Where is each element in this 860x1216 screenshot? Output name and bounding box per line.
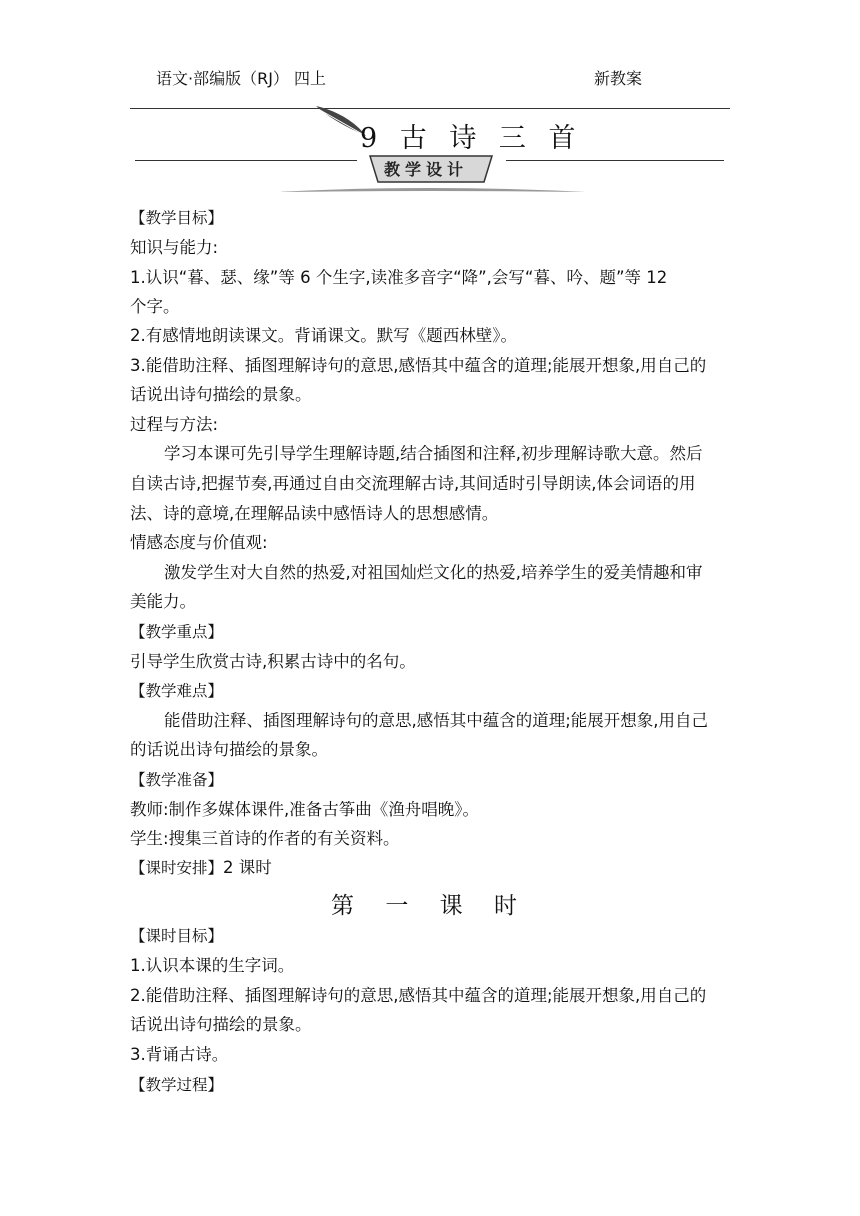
lesson-heading: 9 古 诗 三 首: [360, 123, 583, 154]
section-heading: 【教学重点】: [130, 623, 224, 641]
banner-swoosh: [276, 186, 586, 196]
paragraph-line: 话说出诗句描绘的景象。: [130, 385, 312, 404]
schedule-value: 2 课时: [223, 858, 272, 877]
subheading: 过程与方法:: [130, 415, 219, 434]
paragraph-line: 法、诗的意境,在理解品读中感悟诗人的思想感情。: [130, 504, 499, 523]
paragraph-line: 1.认识本课的生字词。: [130, 956, 295, 975]
paragraph-line: 1.认识“暮、瑟、缘”等 6 个生字,读准多音字“降”,会写“暮、吟、题”等 12: [130, 268, 668, 287]
paragraph-line: 学生:搜集三首诗的作者的有关资料。: [130, 829, 400, 848]
title-divider-right: [506, 160, 724, 161]
subheading: 知识与能力:: [130, 238, 219, 257]
paragraph-line: 2.能借助注释、插图理解诗句的意思,感悟其中蕴含的道理;能展开想象,用自己的: [130, 986, 707, 1005]
banner-label: 教学设计: [384, 160, 469, 179]
paragraph-line: 个字。: [130, 297, 180, 316]
schedule-label: 【课时安排】: [130, 859, 224, 877]
title-divider-left: [135, 160, 357, 161]
paragraph-line: 自读古诗,把握节奏,再通过自由交流理解古诗,其间适时引导朗读,体会词语的用: [130, 474, 696, 493]
section-heading: 【教学目标】: [130, 209, 224, 227]
section-heading: 【教学难点】: [130, 682, 224, 700]
header-doc-type: 新教案: [594, 69, 643, 88]
paragraph-line: 3.能借助注释、插图理解诗句的意思,感悟其中蕴含的道理;能展开想象,用自己的: [130, 356, 707, 375]
schedule-line: [130, 858, 272, 878]
lesson-period-title: 第 一 课 时: [331, 893, 529, 919]
paragraph-line: 学习本课可先引导学生理解诗题,结合插图和注释,初步理解诗歌大意。然后: [164, 444, 703, 463]
section-heading: 【教学准备】: [130, 771, 224, 789]
paragraph-line: 引导学生欣赏古诗,积累古诗中的名句。: [130, 652, 416, 671]
paragraph-line: 3.背诵古诗。: [130, 1045, 229, 1064]
paragraph-line: 激发学生对大自然的热爱,对祖国灿烂文化的热爱,培养学生的爱美情趣和审: [164, 563, 703, 582]
paragraph-line: 的话说出诗句描绘的景象。: [130, 740, 328, 759]
paragraph-line: 2.有感情地朗读课文。背诵课文。默写《题西林壁》。: [130, 326, 517, 345]
paragraph-line: 话说出诗句描绘的景象。: [130, 1015, 312, 1034]
header-subject: 语文·部编版（RJ） 四上: [156, 69, 327, 88]
header-divider: [130, 108, 730, 109]
paragraph-line: 能借助注释、插图理解诗句的意思,感悟其中蕴含的道理;能展开想象,用自己: [164, 711, 709, 730]
section-heading: 【教学过程】: [130, 1076, 224, 1094]
paragraph-line: 教师:制作多媒体课件,准备古筝曲《渔舟唱晚》。: [130, 800, 480, 819]
paragraph-line: 美能力。: [130, 592, 196, 611]
section-heading: 【课时目标】: [130, 927, 224, 945]
subheading: 情感态度与价值观:: [130, 533, 268, 552]
